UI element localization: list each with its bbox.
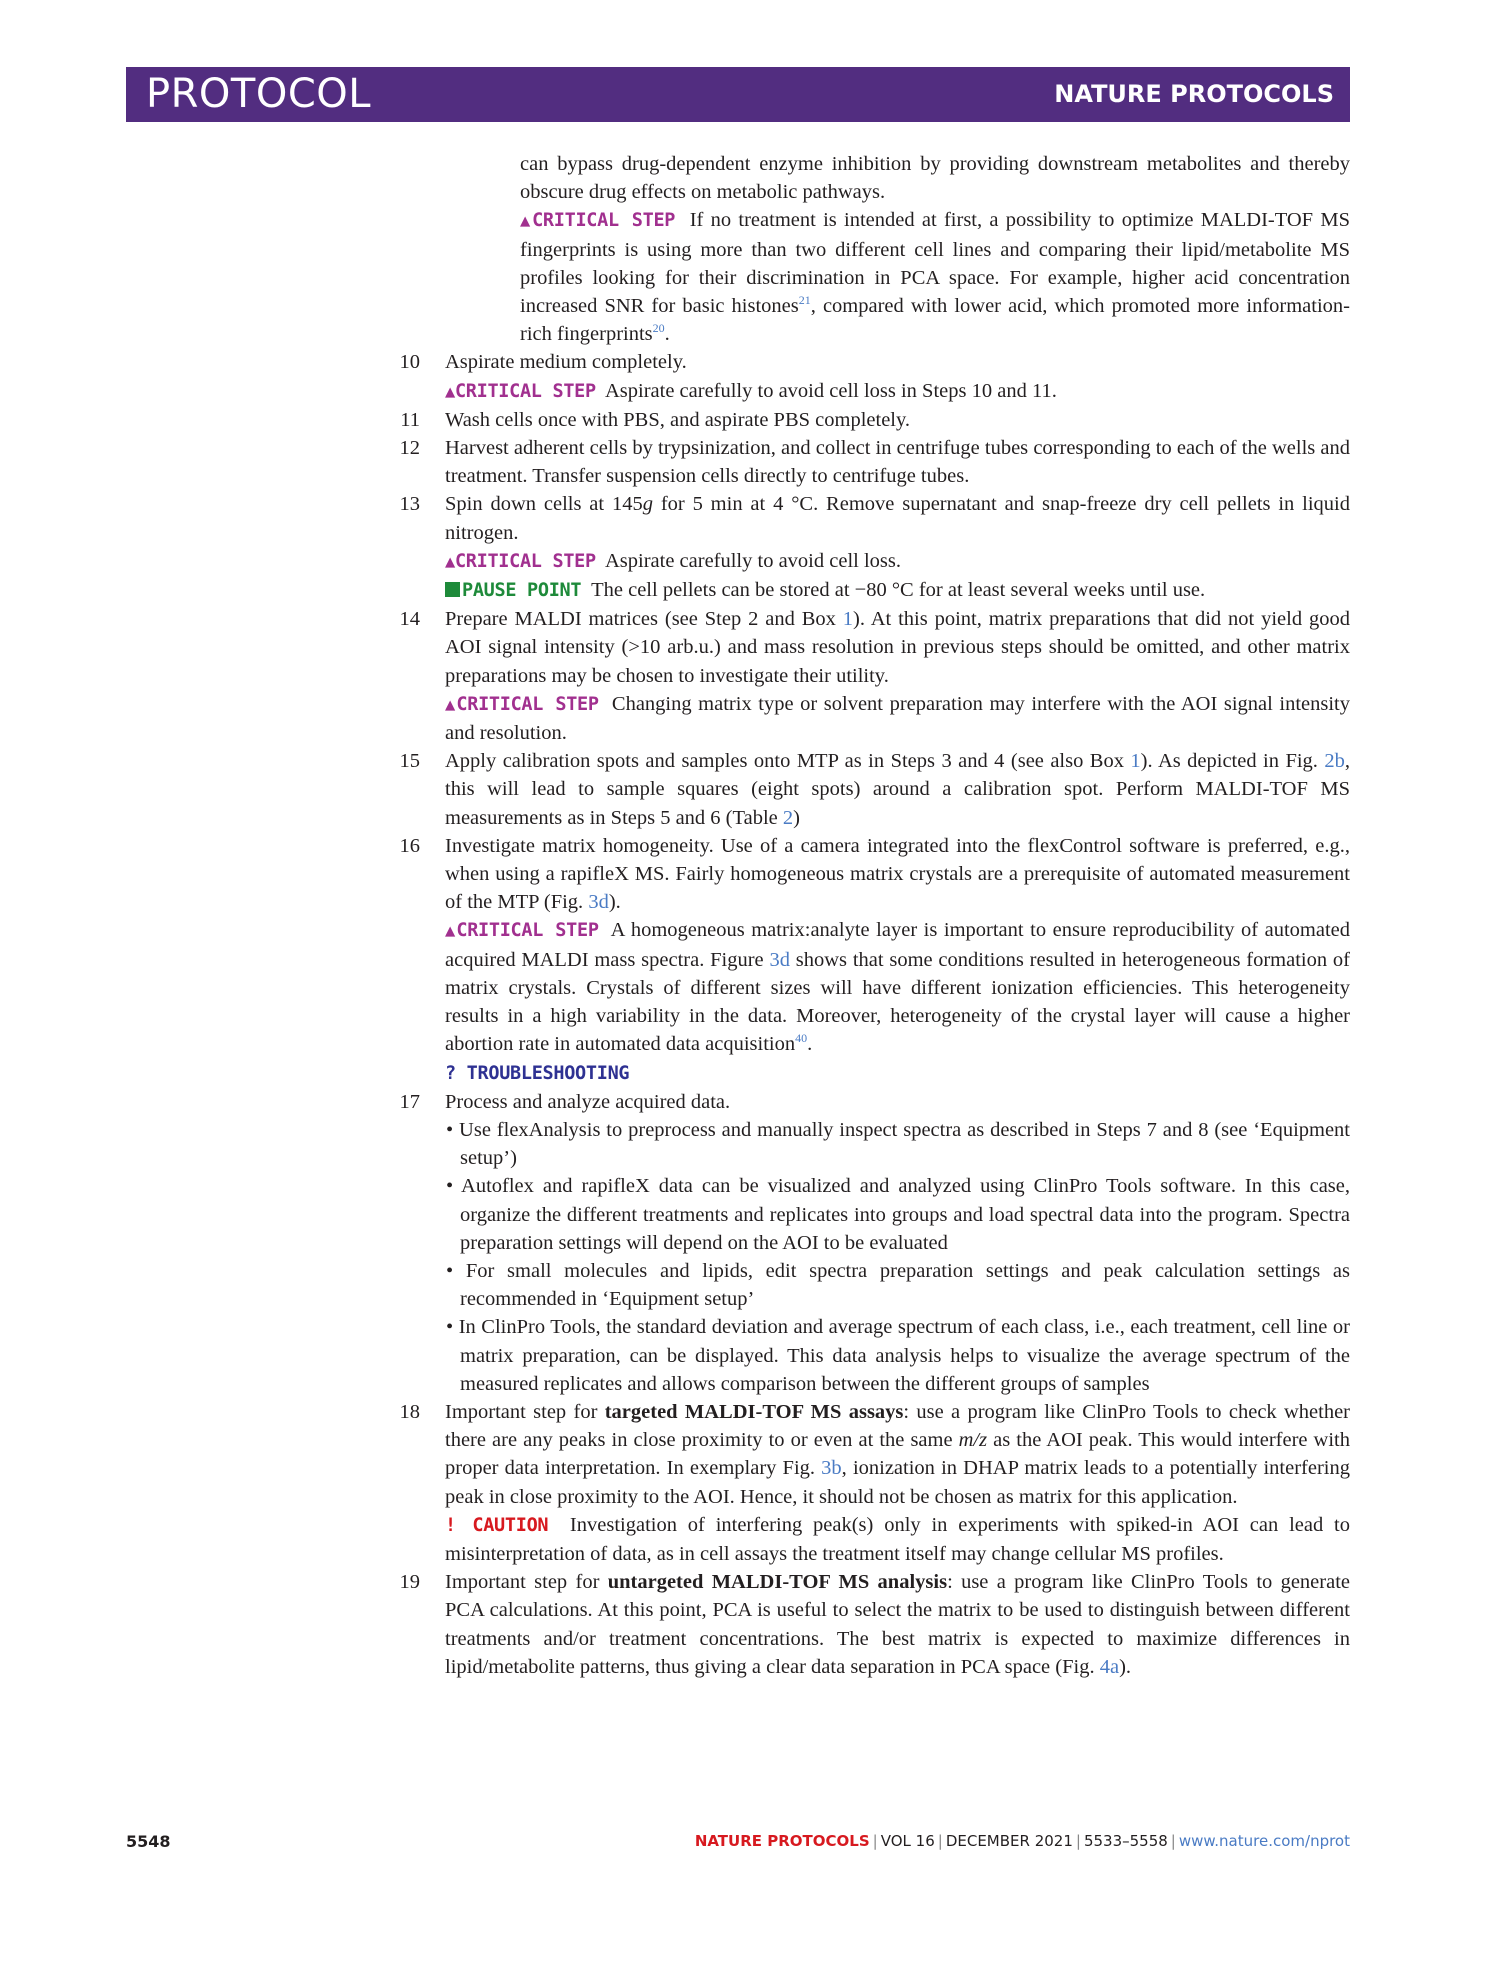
box-link[interactable]: 1: [842, 608, 853, 631]
bullet-item: • Autoflex and rapifleX data can be visualized and analyzed using ClinPro Tools software. In this case, organize the different treatments and replicates into groups and load spectral data into the program. Spectra preparation settings will depend on the AOI to be evaluated: [446, 1175, 1350, 1254]
troubleshooting-link[interactable]: ? TROUBLESHOOTING: [445, 1062, 630, 1084]
step-12: 12 Harvest adherent cells by trypsinization, and collect in centrifuge tubes corresponding to each of the wells and treatment. Transfer suspension cells directly to centrifuge tubes.: [390, 434, 1350, 490]
reference-link[interactable]: 40: [795, 1031, 808, 1046]
box-link[interactable]: 1: [1130, 750, 1141, 773]
step-11: 11 Wash cells once with PBS, and aspirate PBS completely.: [390, 406, 1350, 434]
step-16: 16 Investigate matrix homogeneity. Use of a camera integrated into the flexControl software is preferred, e.g., when using a rapifleX MS. Fairly homogeneous matrix crystals are a prerequisite of automated measurement of the MTP (Fig. 3d).: [390, 832, 1350, 917]
critical-step-label: ▲CRITICAL STEP: [445, 380, 596, 402]
page-number: 5548: [126, 1832, 171, 1851]
reference-link[interactable]: 21: [798, 293, 811, 308]
critical-step-note: ▲CRITICAL STEP Changing matrix type or solvent preparation may interfere with the AOI signal intensity and resolution.: [445, 692, 1351, 745]
journal-name: NATURE PROTOCOLS: [1054, 80, 1334, 108]
step-14: 14 Prepare MALDI matrices (see Step 2 and Box 1). At this point, matrix preparations that did not yield good AOI signal intensity (>10 arb.u.) and mass resolution in previous steps should be omitted, and other matrix preparations may be chosen to investigate their utility.: [390, 605, 1350, 690]
square-icon: [445, 582, 460, 597]
critical-step-note: ▲CRITICAL STEP If no treatment is intended at first, a possibility to optimize MALDI-TOF MS fingerprints is using more than two different cell lines and comparing their lipid/metabolite MS profiles looking for their discrimination in PCA space. For example, higher acid concentration increased SNR for basic histones$^{21}$, compared with lower acid, which promoted more information-rich fingerprints$^{20}$.: [520, 209, 1350, 346]
step-19: 19 Important step for untargeted MALDI-TOF MS analysis: use a program like ClinPro Tools to generate PCA calculations. At this point, PCA is useful to select the matrix to be used to distinguish between different treatments and/or treatment concentrations. The best matrix is expected to maximize differences in lipid/metabolite patterns, thus giving a clear data separation in PCA space (Fig. 4a).: [390, 1568, 1350, 1681]
figure-link[interactable]: 3d: [769, 948, 790, 971]
pause-point-label: PAUSE POINT: [445, 580, 581, 601]
figure-link[interactable]: 3d: [588, 891, 609, 914]
step-10: 10 Aspirate medium completely.: [390, 348, 1350, 376]
caution-note: ! CAUTION Investigation of interfering peak(s) only in experiments with spiked-in AOI can lead to misinterpretation of data, as in cell assays the treatment itself may change cellular MS profiles.: [445, 1513, 1350, 1565]
bullet-item: • In ClinPro Tools, the standard deviation and average spectrum of each class, i.e., each treatment, cell line or matrix preparation, can be displayed. This data analysis helps to visualize the average spectrum of the measured replicates and allows comparison between the different groups of samples: [446, 1316, 1350, 1395]
journal-header-bar: [126, 67, 1350, 122]
step-13: 13 Spin down cells at 145g for 5 min at 4 °C. Remove supernatant and snap-freeze dry cell pellets in liquid nitrogen.: [390, 490, 1350, 546]
intro-paragraph: can bypass drug-dependent enzyme inhibition by providing downstream metabolites and thereby obscure drug effects on metabolic pathways.: [520, 153, 1350, 204]
triangle-icon: ▲: [445, 551, 455, 572]
caution-label: ! CAUTION: [445, 1514, 549, 1536]
critical-step-label: ▲CRITICAL STEP: [520, 210, 676, 232]
triangle-icon: ▲: [445, 381, 455, 402]
bullet-item: • Use flexAnalysis to preprocess and manually inspect spectra as described in Steps 7 and 8 (see ‘Equipment setup’): [446, 1118, 1350, 1170]
critical-step-note: ▲CRITICAL STEP Aspirate carefully to avoid cell loss.: [445, 549, 901, 572]
footer-volume: VOL 16: [880, 1832, 935, 1850]
reference-link[interactable]: 20: [652, 321, 665, 336]
step-number: 15: [399, 750, 420, 773]
step-number: 12: [399, 437, 420, 460]
bullet-item: • For small molecules and lipids, edit spectra preparation settings and peak calculation settings as recommended in ‘Equipment setup’: [446, 1259, 1350, 1311]
step-number: 18: [399, 1400, 420, 1423]
section-label: PROTOCOL: [146, 71, 372, 117]
footer-date: DECEMBER 2021: [945, 1832, 1073, 1850]
step-18: 18 Important step for targeted MALDI-TOF MS assays: use a program like ClinPro Tools to check whether there are any peaks in close proximity to or even at the same m/z as the AOI peak. This would interfere with proper data interpretation. In exemplary Fig. 3b, ionization in DHAP matrix leads to a potentially interfering peak in close proximity to the AOI. Hence, it should not be chosen as matrix for this application.: [390, 1398, 1350, 1511]
step-number: 19: [399, 1571, 420, 1594]
figure-link[interactable]: 4a: [1099, 1655, 1120, 1678]
figure-link[interactable]: 3b: [821, 1457, 842, 1480]
footer-pages: 5533–5558: [1083, 1832, 1168, 1850]
pause-point-note: PAUSE POINT The cell pellets can be stored at −80 °C for at least several weeks until use.: [390, 576, 1350, 605]
critical-step-note: ▲CRITICAL STEP A homogeneous matrix:analyte layer is important to ensure reproducibility of automated acquired MALDI mass spectra. Figure 3d shows that some conditions resulted in heterogeneous formation of matrix crystals. Crystals of different sizes will have different ionization efficiencies. This heterogeneity results in a high variability in the data. Moreover, heterogeneity of the crystal layer will cause a higher abortion rate in automated data acquisition$^{40}$.: [445, 919, 1351, 1056]
triangle-icon: ▲: [445, 921, 457, 942]
step-17: 17 Process and analyze acquired data.: [390, 1088, 1350, 1116]
footer-citation: NATURE PROTOCOLS | VOL 16 | DECEMBER 2021 | 5533–5558 | www.nature.com/nprot: [694, 1832, 1350, 1850]
critical-step-label: ▲CRITICAL STEP: [445, 693, 599, 715]
triangle-icon: ▲: [445, 694, 457, 715]
step-number: 10: [399, 351, 420, 374]
table-link[interactable]: 2: [782, 806, 794, 829]
critical-step-label: ▲CRITICAL STEP: [445, 550, 596, 572]
footer-url-link[interactable]: www.nature.com/nprot: [1178, 1832, 1350, 1850]
critical-step-note: ▲CRITICAL STEP Aspirate carefully to avoid cell loss in Steps 10 and 11.: [445, 379, 1057, 402]
footer-journal: NATURE PROTOCOLS: [694, 1832, 870, 1850]
step-number: 16: [399, 834, 420, 857]
critical-step-label: ▲CRITICAL STEP: [445, 920, 599, 942]
step-number: 13: [399, 493, 420, 516]
triangle-icon: ▲: [520, 211, 533, 232]
step-number: 11: [400, 408, 420, 431]
step-15: 15 Apply calibration spots and samples onto MTP as in Steps 3 and 4 (see also Box 1). As depicted in Fig. 2b, this will lead to sample squares (eight spots) around a calibration spot. Perform MALDI-TOF MS measurements as in Steps 5 and 6 (Table 2): [390, 747, 1350, 832]
protocol-body: [390, 150, 1350, 1681]
step-number: 14: [399, 608, 420, 631]
figure-link[interactable]: 2b: [1324, 750, 1345, 773]
step-number: 17: [399, 1090, 420, 1113]
